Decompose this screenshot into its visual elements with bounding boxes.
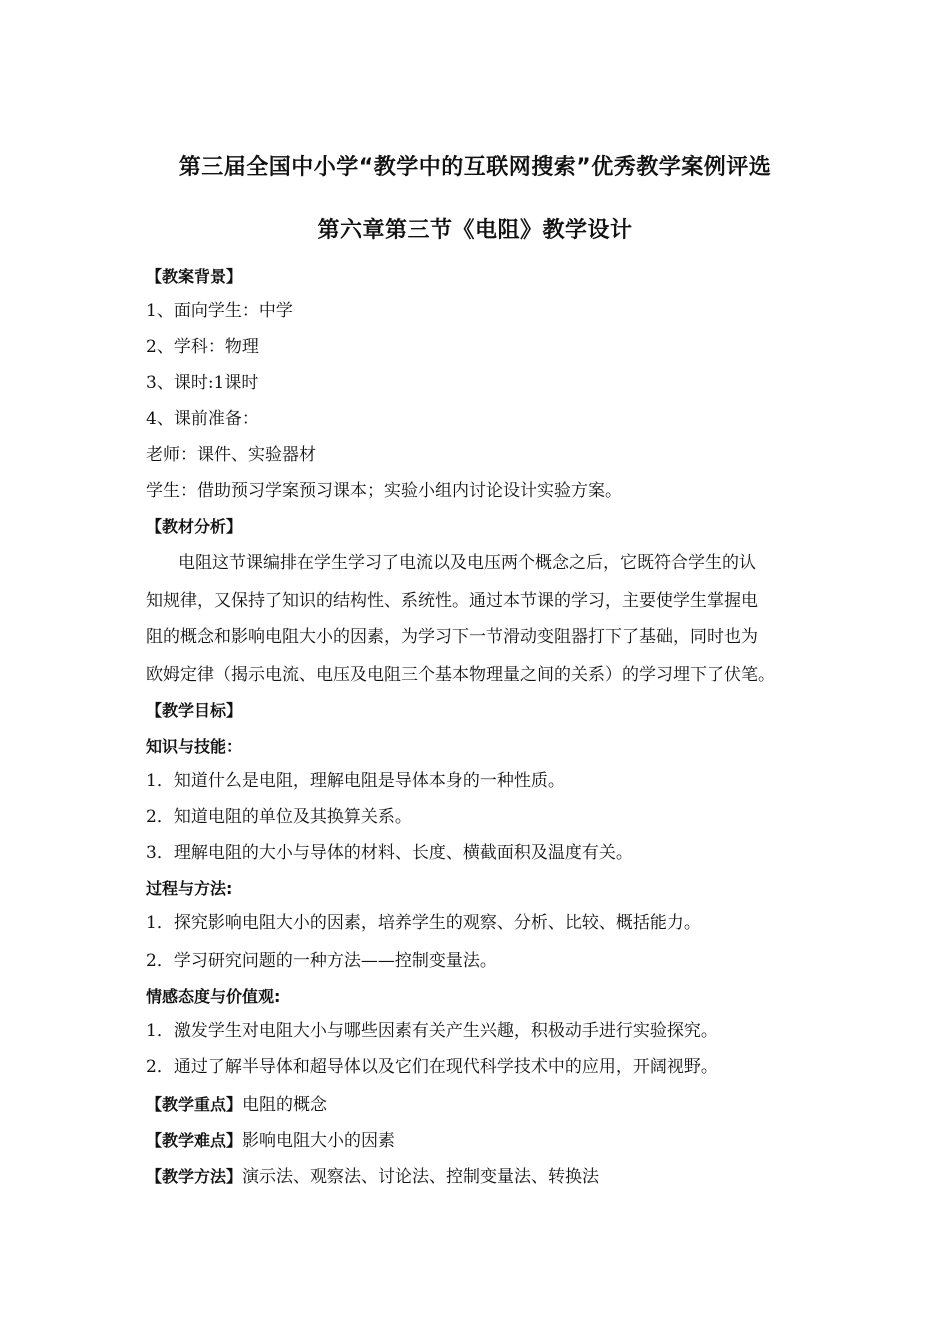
key-point-line	[146, 1093, 866, 1117]
background-heading: 【教案背景】	[146, 267, 243, 286]
process-item: 2．学习研究问题的一种方法——控制变量法。	[146, 951, 497, 971]
key-point-label: 【教学重点】	[146, 1095, 243, 1114]
background-item: 1、面向学生：中学	[146, 301, 293, 321]
background-item: 老师：课件、实验器材	[146, 445, 316, 465]
analysis-line: 知规律，又保持了知识的结构性、系统性。通过本节课的学习，主要使学生掌握电	[146, 591, 758, 611]
process-heading: 过程与方法:	[146, 879, 233, 898]
process-item: 1．探究影响电阻大小的因素，培养学生的观察、分析、比较、概括能力。	[146, 913, 701, 933]
knowledge-item: 1．知道什么是电阻，理解电阻是导体本身的一种性质。	[146, 771, 565, 791]
knowledge-item: 3．理解电阻的大小与导体的材料、长度、横截面积及温度有关。	[146, 843, 633, 863]
competition-title: 第三届全国中小学“教学中的互联网搜索”优秀教学案例评选	[178, 155, 772, 180]
background-item: 2、学科：物理	[146, 337, 259, 357]
analysis-heading: 【教材分析】	[146, 517, 243, 536]
methods-text: 演示法、观察法、讨论法、控制变量法、转换法	[242, 1167, 600, 1187]
emotion-heading: 情感态度与价值观:	[146, 987, 281, 1006]
emotion-item: 1．激发学生对电阻大小与哪些因素有关产生兴趣，积极动手进行实验探究。	[146, 1021, 718, 1041]
analysis-line: 阻的概念和影响电阻大小的因素，为学习下一节滑动变阻器打下了基础，同时也为	[146, 627, 758, 647]
key-point-text: 电阻的概念	[242, 1095, 328, 1115]
difficulty-text: 影响电阻大小的因素	[242, 1131, 396, 1151]
emotion-item: 2．通过了解半导体和超导体以及它们在现代科学技术中的应用，开阔视野。	[146, 1057, 718, 1077]
methods-label: 【教学方法】	[146, 1167, 243, 1186]
methods-line	[146, 1165, 866, 1189]
knowledge-item: 2．知道电阻的单位及其换算关系。	[146, 807, 412, 827]
knowledge-heading: 知识与技能：	[146, 737, 243, 756]
analysis-line: 电阻这节课编排在学生学习了电流以及电压两个概念之后，它既符合学生的认	[178, 553, 756, 573]
goals-heading: 【教学目标】	[146, 701, 243, 720]
difficulty-label: 【教学难点】	[146, 1131, 243, 1150]
background-item: 4、课前准备：	[146, 409, 259, 429]
difficulty-line	[146, 1129, 866, 1153]
background-item: 学生：借助预习学案预习课本；实验小组内讨论设计实验方案。	[146, 481, 622, 501]
analysis-line: 欧姆定律（揭示电流、电压及电阻三个基本物理量之间的关系）的学习埋下了伏笔。	[146, 665, 775, 685]
background-item: 3、课时:1课时	[146, 373, 259, 393]
lesson-title: 第六章第三节《电阻》教学设计	[317, 218, 633, 243]
